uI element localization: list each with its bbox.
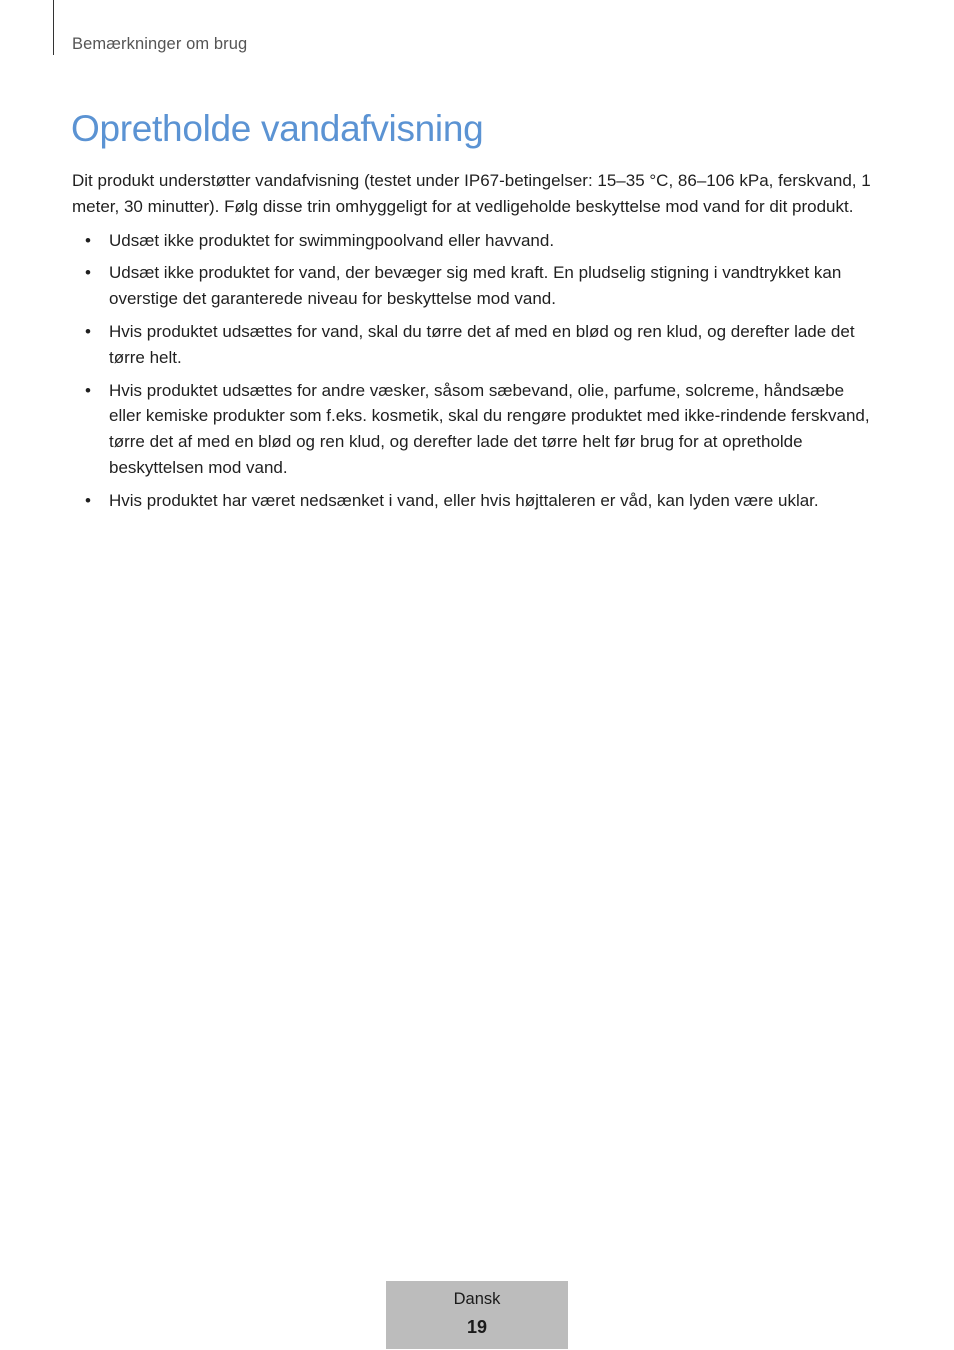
list-item [72, 319, 880, 371]
bullet-list [72, 228, 880, 514]
bullet-icon: • [85, 263, 91, 283]
bullet-icon: • [85, 230, 91, 250]
bullet-icon: • [85, 380, 91, 400]
list-item [72, 228, 880, 254]
list-item [72, 378, 880, 481]
list-item-text: Hvis produktet har været nedsænket i vand, eller hvis højttaleren er våd, kan lyden være uklar. [109, 490, 819, 510]
footer-language: Dansk [453, 1290, 501, 1308]
page-number: 19 [466, 1317, 488, 1337]
bullet-icon: • [85, 490, 91, 510]
margin-rule [53, 0, 54, 55]
list-item-text: Udsæt ikke produktet for swimmingpoolvand eller havvand. [109, 230, 555, 250]
list-item-text: Hvis produktet udsættes for vand, skal du tørre det af med en blød og ren klud, og derefter lade det tørre helt. [109, 321, 855, 367]
list-item [72, 488, 880, 514]
intro-paragraph: Dit produkt understøtter vandafvisning (testet under IP67-betingelser: 15–35 °C, 86–106 kPa, ferskvand, 1 meter, 30 minutter). Følg disse trin omhyggeligt for at vedligeholde beskyttelse mod vand for dit produkt. [72, 171, 871, 216]
page-footer [386, 1281, 568, 1349]
list-item-text: Udsæt ikke produktet for vand, der bevæger sig med kraft. En pludselig stigning i vandtrykket kan overstige det garanterede niveau for beskyttelse mod vand. [109, 263, 842, 309]
running-header: Bemærkninger om brug [72, 35, 248, 53]
page-title: Opretholde vandafvisning [71, 108, 484, 149]
list-item-text: Hvis produktet udsættes for andre væsker, såsom sæbevand, olie, parfume, solcreme, håndsæbe eller kemiske produkter som f.eks. kosmetik, skal du rengøre produktet med ikke-rindende ferskvand, tørre det af med en blød og ren klud, og derefter lade det tørre helt før brug for at opretholde beskyttelsen mod vand. [109, 380, 870, 477]
content-body [72, 168, 880, 521]
list-item [72, 260, 880, 312]
bullet-icon: • [85, 321, 91, 341]
